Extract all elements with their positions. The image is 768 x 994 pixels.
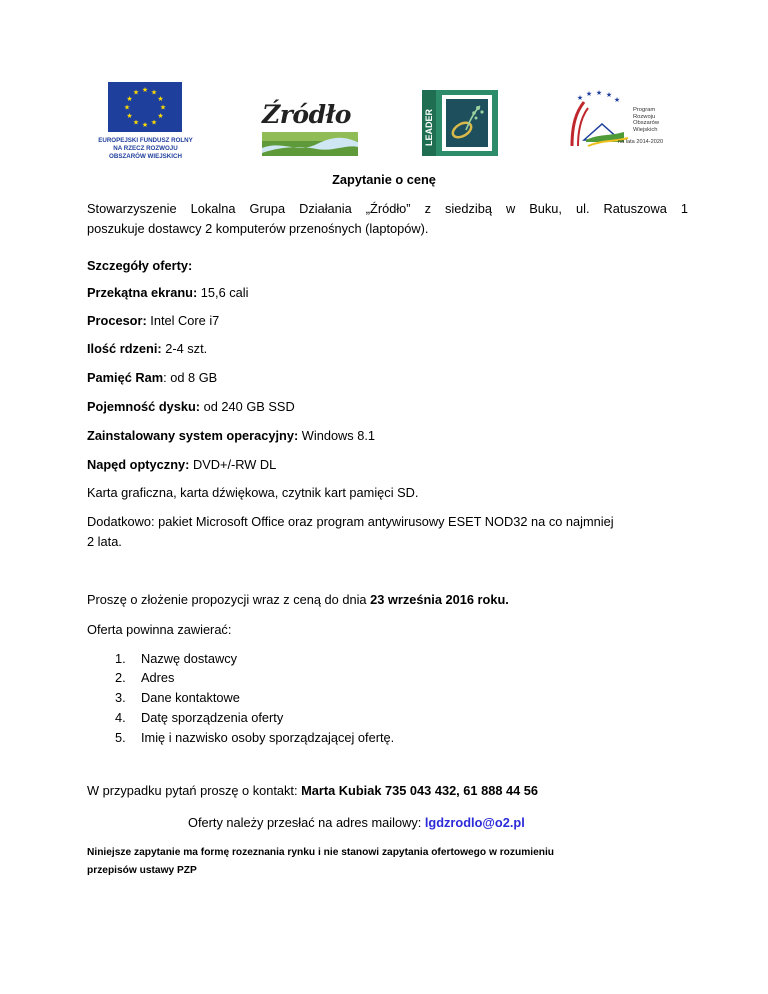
spec-label: Ilość rdzeni: (87, 341, 162, 356)
spec-value: 2-4 szt. (161, 341, 208, 356)
zrodlo-logo (260, 100, 360, 158)
spec-label: Zainstalowany system operacyjny: (87, 428, 299, 443)
deadline-date: 23 września 2016 roku. (370, 592, 509, 607)
intro-line-1: Stowarzyszenie Lokalna Grupa Działania „Źródło” z siedzibą w Buku, ul. Ratuszowa 1 (87, 201, 688, 216)
details-heading: Szczegóły oferty: (87, 258, 193, 273)
list-number: 1. (115, 651, 126, 666)
eu-caption: EUROPEJSKI FUNDUSZ ROLNY NA RZECZ ROZWOJU OBSZARÓW WIEJSKICH (98, 137, 193, 160)
leader-icon (422, 90, 498, 156)
spec-label: Pamięć Ram (87, 370, 164, 385)
spec-label: Napęd optyczny: (87, 457, 190, 472)
email-link[interactable]: lgdzrodlo@o2.pl (424, 815, 525, 830)
list-number: 4. (115, 710, 126, 725)
document-title: Zapytanie o cenę (332, 172, 436, 187)
spec-row (87, 428, 375, 444)
spec-row (87, 285, 248, 301)
svg-text:★: ★ (126, 95, 133, 103)
spec-label: Procesor: (87, 313, 147, 328)
leader-logo (422, 90, 498, 156)
svg-text:★: ★ (576, 94, 584, 102)
leader-label: LEADER (424, 108, 434, 146)
svg-text:★: ★ (150, 118, 158, 127)
prow-caption: Program Rozwoju Obszarów Wiejskich (633, 107, 660, 133)
extras-line: Karta graficzna, karta dźwiękowa, czytnik kart pamięci SD. (87, 485, 419, 500)
spec-label: Pojemność dysku: (87, 399, 201, 414)
spec-value: 15,6 cali (197, 285, 249, 300)
zrodlo-wordmark: Źródło (262, 100, 351, 129)
spec-row (87, 370, 217, 386)
spec-row (87, 399, 295, 415)
svg-text:★: ★ (613, 96, 621, 104)
svg-text:★: ★ (159, 103, 167, 112)
spec-value: : od 8 GB (163, 370, 218, 385)
list-item: Datę sporządzenia oferty (141, 710, 284, 725)
offer-heading: Oferta powinna zawierać: (87, 622, 232, 637)
spec-value: DVD+/-RW DL (189, 457, 277, 472)
spec-label: Przekątna ekranu: (87, 285, 198, 300)
list-item: Imię i nazwisko osoby sporządzającej ofertę. (141, 730, 395, 745)
svg-text:★: ★ (605, 91, 613, 99)
river-icon (262, 132, 358, 156)
svg-text:★: ★ (157, 95, 164, 103)
svg-text:★: ★ (132, 88, 140, 97)
contact-line: W przypadku pytań proszę o kontakt: Marta Kubiak 735 043 432, 61 888 44 56 (87, 783, 539, 798)
logos-row (0, 76, 768, 166)
svg-text:★: ★ (123, 103, 131, 112)
prow-years: na lata 2014-2020 (618, 139, 664, 145)
eu-flag-icon (108, 82, 182, 132)
svg-text:★: ★ (595, 90, 603, 97)
email-line: Oferty należy przesłać na adres mailowy: lgdzrodlo@o2.pl (188, 815, 525, 830)
footer-line-1: Niniejsze zapytanie ma formę rozeznania rynku i nie stanowi zapytania ofertowego w rozumieniu (87, 847, 555, 858)
spec-row (87, 457, 276, 473)
svg-text:★: ★ (141, 86, 149, 94)
svg-text:★: ★ (132, 118, 140, 127)
spec-value: Windows 8.1 (298, 428, 376, 443)
list-number: 5. (115, 730, 126, 745)
svg-text:★: ★ (157, 112, 164, 120)
svg-text:★: ★ (141, 121, 149, 129)
spec-row (87, 341, 207, 357)
additional-line-1: Dodatkowo: pakiet Microsoft Office oraz program antywirusowy ESET NOD32 na co najmniej (87, 514, 614, 529)
svg-text:★: ★ (126, 112, 133, 120)
svg-text:★: ★ (585, 90, 593, 98)
prow-logo (558, 90, 670, 150)
svg-text:★: ★ (150, 88, 158, 97)
footer-line-2: przepisów ustawy PZP (87, 865, 197, 876)
deadline-line: Proszę o złożenie propozycji wraz z ceną do dnia 23 września 2016 roku. (87, 592, 509, 607)
additional-line-2: 2 lata. (87, 534, 122, 549)
contact-person: Marta Kubiak 735 043 432, 61 888 44 56 (301, 783, 539, 798)
list-number: 2. (115, 670, 126, 685)
spec-value: Intel Core i7 (146, 313, 220, 328)
spec-row (87, 313, 219, 329)
list-item: Dane kontaktowe (141, 690, 240, 705)
list-number: 3. (115, 690, 126, 705)
spec-value: od 240 GB SSD (200, 399, 295, 414)
list-item: Nazwę dostawcy (141, 651, 238, 666)
intro-line-2: poszukuje dostawcy 2 komputerów przenośnych (laptopów). (87, 221, 429, 236)
list-item: Adres (141, 670, 175, 685)
